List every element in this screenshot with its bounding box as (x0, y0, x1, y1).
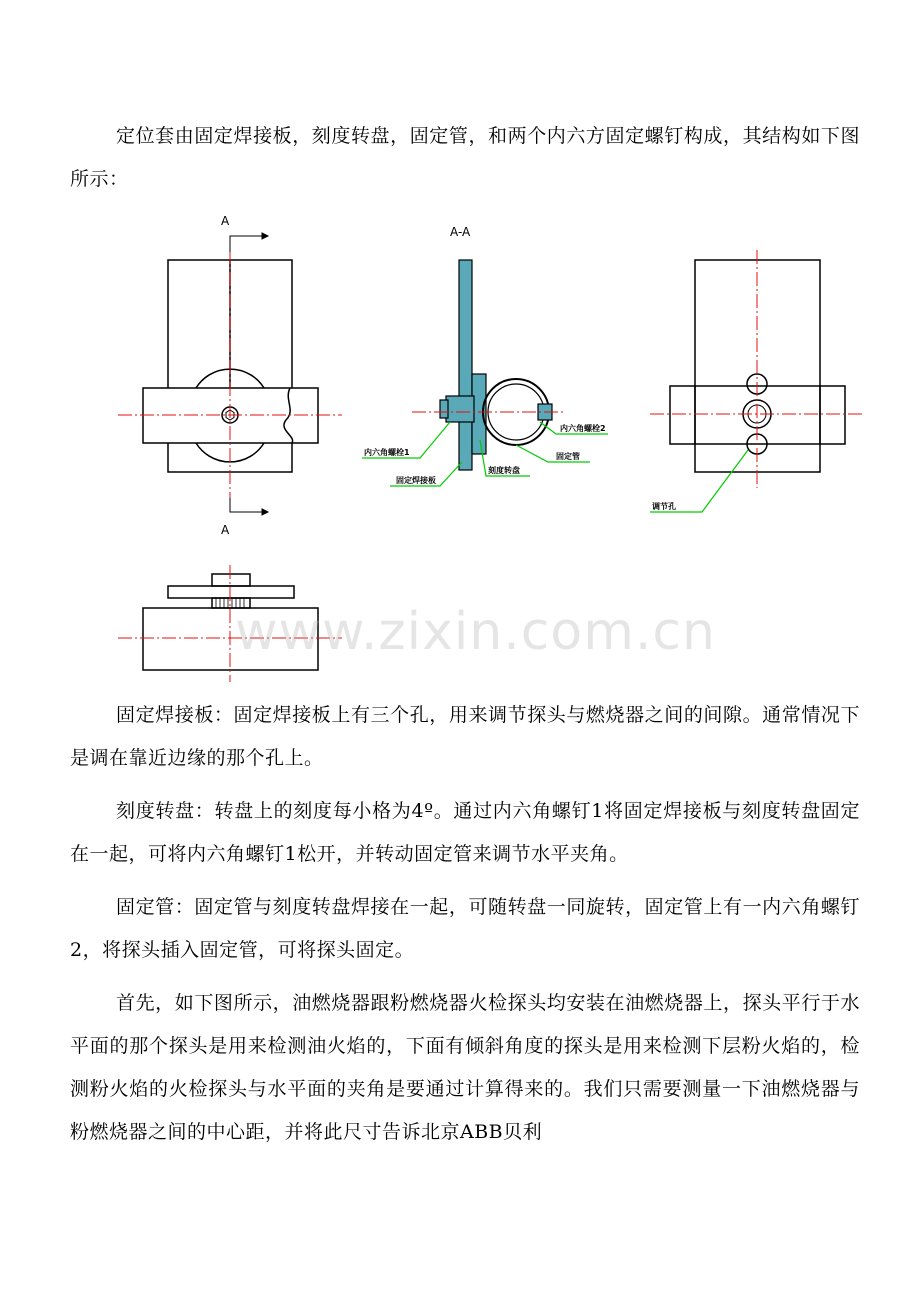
label-scale-dial: 刻度转盘 (488, 466, 520, 475)
section-view (440, 260, 552, 470)
section-mark-top: A (221, 214, 230, 228)
label-hex-bolt-1: 内六角螺栓1 (364, 448, 410, 457)
paragraph-procedure: 首先，如下图所示，油燃烧器跟粉燃烧器火检探头均安装在油燃烧器上，探头平行于水平面的那个探头是用来检测油火焰的，下面有倾斜角度的探头是用来检测下层粉火焰的，检测粉火焰的火检探头与水平面的夹角是要通过计算得来的。我们只需要测量一下油燃烧器与粉燃烧器之间的中心距，并将此尺寸告诉北京ABB贝利 (70, 992, 860, 1143)
label-hex-bolt-2: 内六角螺栓2 (560, 424, 606, 433)
label-adjust-hole: 调节孔 (652, 502, 676, 511)
intro-paragraph: 定位套由固定焊接板，刻度转盘，固定管，和两个内六方固定螺钉构成，其结构如下图所示： (70, 125, 860, 190)
paragraph-scale-dial: 刻度转盘：转盘上的刻度每小格为4º。通过内六角螺钉1将固定焊接板与刻度转盘固定在一起，可将内六角螺钉1松开，并转动固定管来调节水平夹角。 (70, 800, 860, 865)
paragraph-fixed-tube: 固定管：固定管与刻度转盘焊接在一起，可随转盘一同旋转，固定管上有一内六角螺钉2，将探头插入固定管，可将探头固定。 (70, 896, 860, 961)
label-weld-plate: 固定焊接板 (396, 476, 436, 485)
label-fixed-tube: 固定管 (556, 452, 580, 461)
section-mark-bottom: A (221, 523, 230, 537)
watermark: www.zixin.com.cn (235, 602, 716, 662)
section-title: A-A (450, 225, 471, 239)
paragraph-weld-plate: 固定焊接板：固定焊接板上有三个孔，用来调节探头与燃烧器之间的间隙。通常情况下是调在靠近边缘的那个孔上。 (70, 704, 860, 769)
